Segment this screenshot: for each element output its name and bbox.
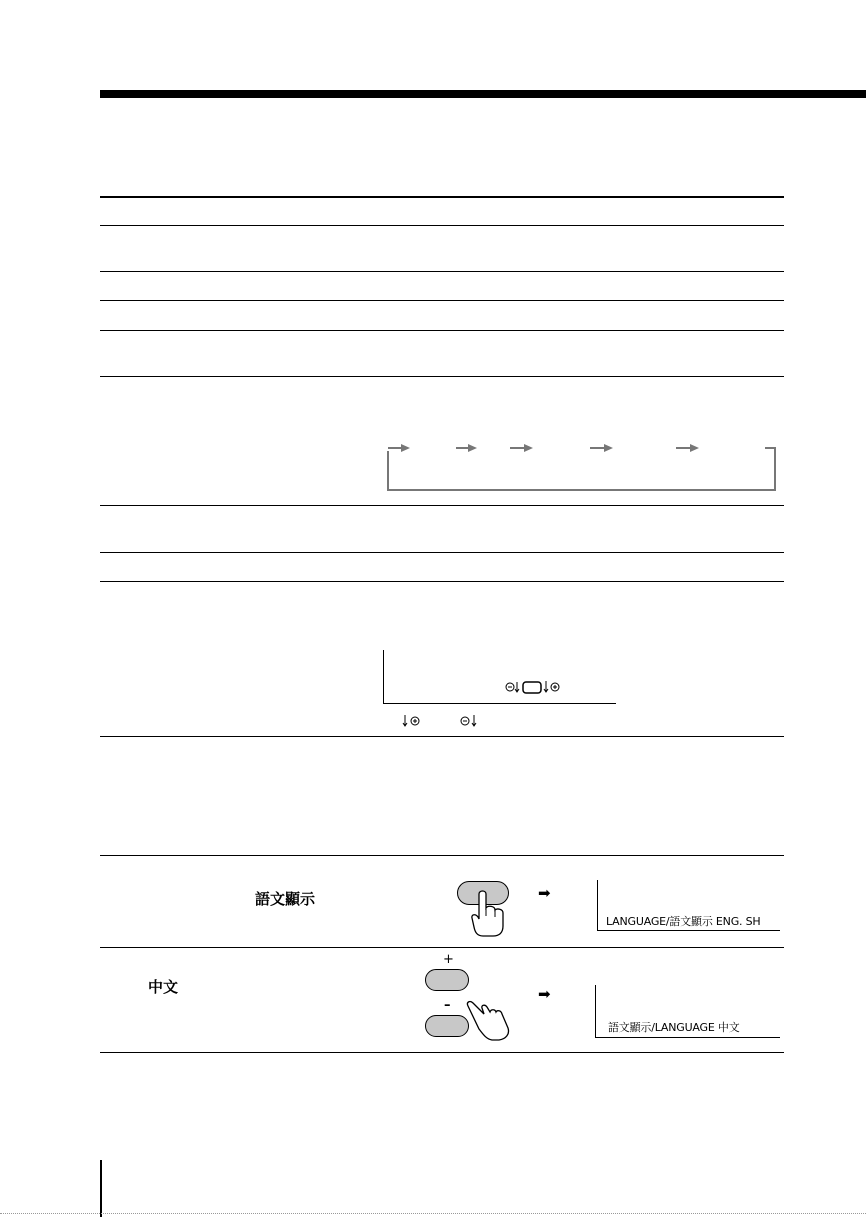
page-edge-rule [100,1160,102,1217]
minus-sign: – [444,998,451,1013]
osd-english-display [606,913,760,929]
cycle-diagram [380,438,780,494]
minus-button[interactable] [425,1015,469,1037]
row-divider [100,947,784,948]
press-hand-icon [465,890,513,940]
row-divider [100,581,784,582]
row-divider [100,552,784,553]
osd-english-value: ENG. SH [715,915,761,928]
osd-chinese-label: 語文顯示/LANGUAGE [608,1021,715,1034]
row-divider [100,1052,784,1053]
row-divider [100,225,784,226]
osd-chinese-display [608,1019,740,1035]
plus-sign: + [443,952,454,967]
row-divider [100,376,784,377]
adjust-osd-frame [383,650,616,704]
result-arrow-icon: ➡ [538,985,551,1003]
decrease-symbol [460,713,496,729]
increase-symbol [400,713,436,729]
row-divider [100,736,784,737]
osd-chinese-value: 中文 [717,1021,740,1034]
row-divider [100,855,784,856]
language-menu-label: 語文顯示 [255,890,316,908]
adjust-symbol [505,678,571,694]
row-divider [100,505,784,506]
chinese-option-label: 中文 [148,978,179,996]
result-arrow-icon: ➡ [538,884,551,902]
plus-button[interactable] [425,969,469,991]
row-divider [100,271,784,272]
osd-english-label: LANGUAGE/語文顯示 [606,915,713,928]
trim-line [0,1213,866,1214]
point-hand-icon [466,998,514,1042]
header-bar [100,90,866,98]
row-divider [100,300,784,301]
row-divider [100,330,784,331]
table-top-rule [100,196,784,198]
